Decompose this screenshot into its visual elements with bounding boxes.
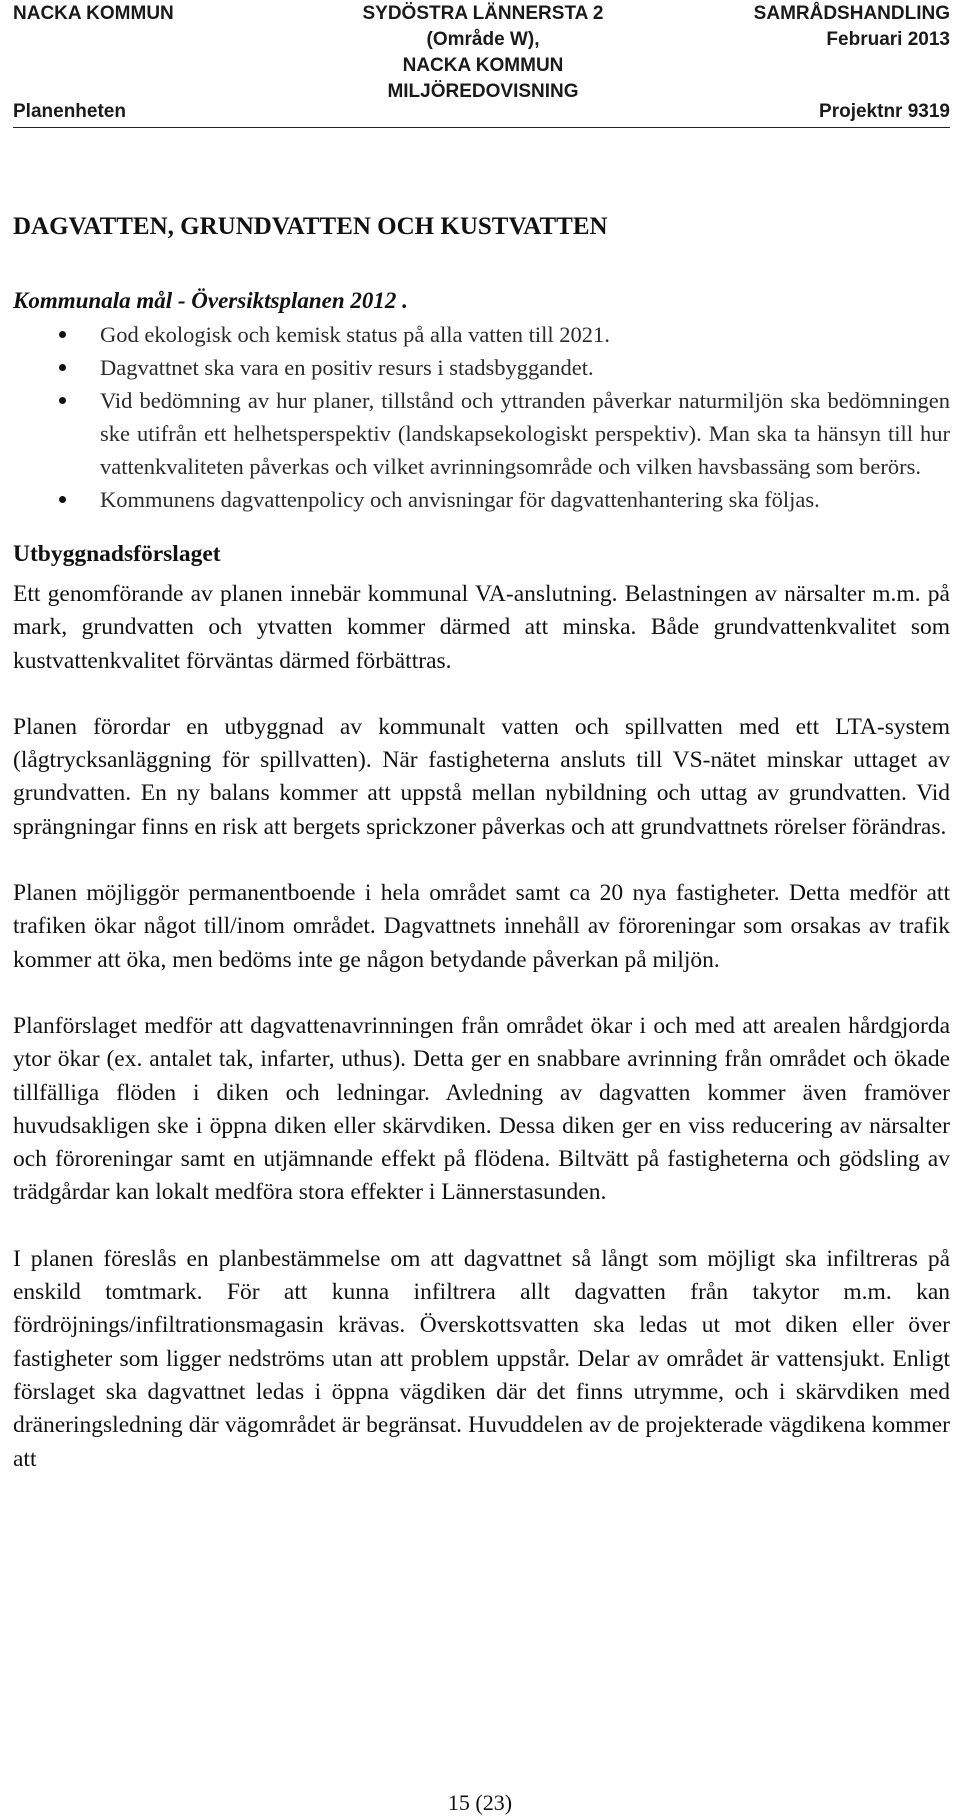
goals-list xyxy=(13,318,950,516)
bullet-icon xyxy=(59,397,66,404)
unit-name: Planenheten xyxy=(13,101,126,122)
header-left xyxy=(13,1,174,27)
document-body xyxy=(13,210,950,1509)
paragraph: I planen föreslås en planbestämmelse om att dagvattnet så långt som möjligt ska infiltreras på enskild tomtmark. För att kunna infiltrera allt dagvatten från takytor m.m. kan fördröjnings/infiltrationsmagasin krävas. Överskottsvatten ska ledas ut mot diken eller över fastigheter som ligger nedströms utan att problem uppstår. Delar av området är vattensjukt. Enligt förslaget ska dagvattnet ledas i öppna vägdiken där det finns utrymme, och i skärvdiken med dräneringsledning där vägområdet är begränsat. Huvuddelen av de projekterade vägdikena kommer att xyxy=(13,1245,950,1472)
document-date: Februari 2013 xyxy=(826,29,950,50)
org-name: NACKA KOMMUN xyxy=(13,3,174,24)
header-title-line: NACKA KOMMUN xyxy=(402,55,564,76)
list-item xyxy=(13,318,950,351)
page-header xyxy=(13,0,950,128)
paragraph: Planen möjliggör permanentboende i hela området samt ca 20 nya fastigheter. Detta medför att trafiken ökar något till/inom området. Dagvattnets innehåll av föroreningar som orsakas av trafik kommer att öka, men bedöms inte ge någon betydande påverkan på miljön. xyxy=(13,880,950,973)
list-item xyxy=(13,384,950,483)
paragraph: Ett genomförande av planen innebär kommunal VA-anslutning. Belastningen av närsalter m.m. på mark, grundvatten och ytvatten kommer därmed att minska. Både grundvattenkvalitet som kustvattenkvalitet förväntas därmed förbättras. xyxy=(13,581,950,674)
bullet-icon xyxy=(59,331,66,338)
header-center xyxy=(313,1,653,105)
bullet-icon xyxy=(59,496,66,503)
list-item-text: God ekologisk och kemisk status på alla vatten till 2021. xyxy=(100,322,610,347)
list-item-text: Kommunens dagvattenpolicy och anvisningar för dagvattenhantering ska följas. xyxy=(100,487,820,512)
header-right xyxy=(754,1,950,53)
list-item-text: Vid bedömning av hur planer, tillstånd och yttranden påverkar naturmiljön ska bedömningen ske utifrån ett helhetsperspektiv (landskapsekologiskt perspektiv). Man ska ta hänsyn till hur vattenkvaliteten påverkas och vilket avrinningsområde och vilken havsbassäng som berörs. xyxy=(100,388,950,479)
header-title-line: SYDÖSTRA LÄNNERSTA 2 xyxy=(362,3,604,24)
header-title-line: (Område W), xyxy=(426,29,540,50)
list-item-text: Dagvattnet ska vara en positiv resurs i stadsbyggandet. xyxy=(100,355,594,380)
project-number: Projektnr 9319 xyxy=(819,101,950,122)
document-type: SAMRÅDSHANDLING xyxy=(753,3,950,24)
paragraph: Planförslaget medför att dagvattenavrinningen från området ökar i och med att arealen hårdgjorda ytor ökar (ex. antalet tak, infarter, uthus). Detta ger en snabbare avrinning från området och ökade tillfälliga flöden i diken och ledningar. Avledning av dagvatten kommer även framöver huvudsakligen ske i öppna diken eller skärvdiken. Dessa diken ger en viss reducering av närsalter och föroreningar samt en utjämnande effekt på flödena. Biltvätt på fastigheterna och gödsling av trädgårdar kan lokalt medföra stora effekter i Lännerstasunden. xyxy=(13,1012,950,1206)
page-number: 15 (23) xyxy=(447,1790,513,1815)
proposal-heading: Utbyggnadsförslaget xyxy=(13,541,221,567)
list-item xyxy=(13,483,950,516)
header-title-line: MILJÖREDOVISNING xyxy=(387,81,579,102)
section-title: DAGVATTEN, GRUNDVATTEN OCH KUSTVATTEN xyxy=(13,213,608,240)
paragraph: Planen förordar en utbyggnad av kommunalt vatten och spillvatten med ett LTA-system (lågtrycksanläggning för spillvatten). När fastigheterna ansluts till VS-nätet minskar uttaget av grundvatten. En ny balans kommer att uppstå mellan nybildning och uttag av grundvatten. Vid sprängningar finns en risk att bergets sprickzoner påverkas och att grundvattnets rörelser förändras. xyxy=(13,713,950,840)
bullet-icon xyxy=(59,364,66,371)
list-item xyxy=(13,351,950,384)
goals-heading: Kommunala mål - Översiktsplanen 2012 . xyxy=(13,288,408,313)
